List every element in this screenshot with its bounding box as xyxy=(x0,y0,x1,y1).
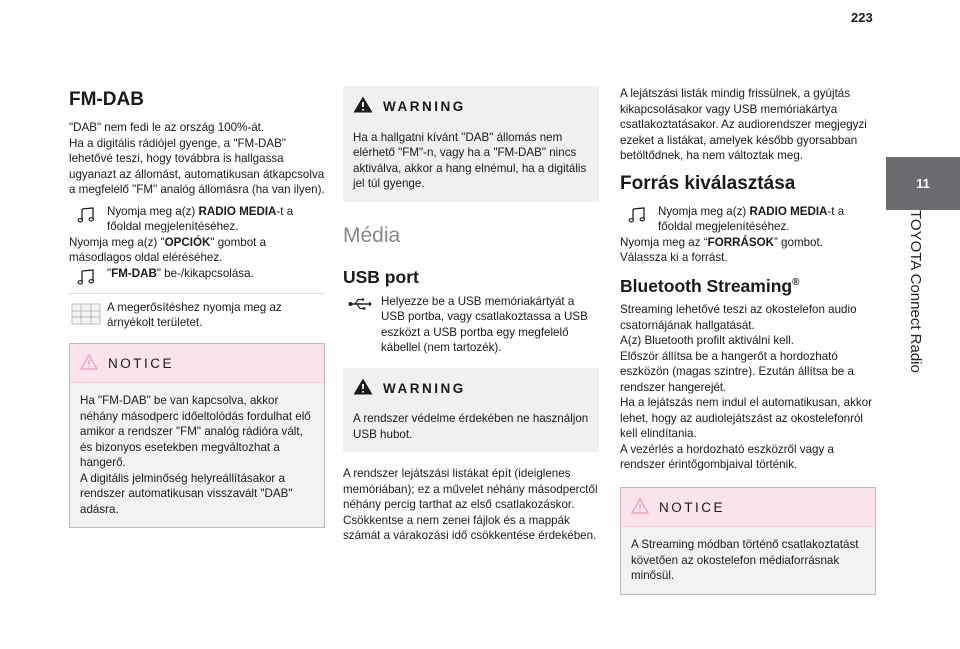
warning-triangle-icon xyxy=(353,96,373,118)
fm-dab-heading: FM-DAB xyxy=(69,89,144,110)
step3-post: " be-/kikapcsolása. xyxy=(156,266,254,280)
step-fm-dab-toggle xyxy=(69,266,325,285)
source-step2-post: ” gombot. xyxy=(773,235,823,249)
bluetooth-title: Bluetooth Streaming xyxy=(620,275,793,296)
step1-pre: Nyomja meg a(z) xyxy=(107,204,199,218)
page-number: 223 xyxy=(851,10,873,25)
notice-text: Ha "FM-DAB" be van kapcsolva, akkor néhány másodperc időeltolódás fordulhat elő amikor a rendszer "FM" analóg rádióra vált, és bizonyos esetekben megváltozhat a hangerő. A digitális jelminőség helyreállításakor a rendszer automatikusan visszavált "DAB" adásra. xyxy=(80,394,311,516)
chapter-number: 11 xyxy=(916,176,930,191)
source-step1 xyxy=(620,204,876,235)
chapter-title: TOYOTA Connect Radio xyxy=(907,210,924,373)
music-note-icon xyxy=(620,204,654,235)
column-1 xyxy=(69,78,325,542)
confirm-text: A megerősítéshez nyomja meg az árnyékolt területet. xyxy=(107,300,282,329)
grid-icon xyxy=(69,300,103,331)
usb-port-heading: USB port xyxy=(343,266,419,287)
step2-bold: OPCIÓK xyxy=(164,235,211,249)
playlist-text: A rendszer lejátszási listákat épít (ideiglenes memóriában); ez a művelet néhány másodperctől néhány percig tarthat az első csatlakozáskor. Csökkentse a nem zenei fájlok és a mappák számát a várakozási idő csökkentése érdekében. xyxy=(343,467,598,542)
source-step1-pre: Nyomja meg a(z) xyxy=(658,204,750,218)
music-note-icon xyxy=(69,204,103,235)
step-radio-media xyxy=(69,204,325,235)
step3-bold: FM-DAB xyxy=(111,266,157,280)
media-heading: Média xyxy=(343,223,401,247)
warning-text: A rendszer védelme érdekében ne használjon USB hubot. xyxy=(353,412,589,441)
warning-box-usb-hub xyxy=(343,368,599,453)
music-note-icon xyxy=(69,266,103,285)
notice-text: A Streaming módban történő csatlakoztatást követően az okostelefon médiaforrásnak minősül. xyxy=(631,538,859,583)
step2 xyxy=(69,235,325,266)
source-step3: Válassza ki a forrást. xyxy=(620,251,728,264)
column-2 xyxy=(343,78,599,544)
source-heading: Forrás kiválasztása xyxy=(620,172,796,194)
source-step2 xyxy=(620,235,876,251)
warning-label: WARNING xyxy=(383,99,466,114)
warning-text: Ha a hallgatni kívánt "DAB" állomás nem elérhető "FM"-n, vagy ha a "FM-DAB" nincs aktiválva, akkor a hang elnémul, ha a digitális jel túl gyenge. xyxy=(353,130,587,190)
step-confirm xyxy=(69,293,325,331)
warning-header xyxy=(353,378,589,400)
notice-box-fm-dab xyxy=(69,343,325,529)
warning-header xyxy=(353,96,589,118)
bluetooth-text: Streaming lehetővé teszi az okostelefon audio csatornájának hallgatását. A(z) Bluetooth profilt aktiválni kell. Először állítsa be a hangerőt a hordozható eszközön (magas szintre). Ezután állítsa be a rendszer hangerejét. Ha a lejátszás nem indul el automatikusan, akkor lehet, hogy az audiolejátszást az okostelefonról kell elindítania. A vezérlés a hordozható eszközről vagy a rendszer érintőgombjaival történik. xyxy=(620,303,872,472)
notice-label: NOTICE xyxy=(659,500,726,516)
step3-pre: " xyxy=(107,266,112,280)
notice-header xyxy=(621,488,875,528)
warning-box-dab xyxy=(343,86,599,202)
chapter-tab xyxy=(886,157,960,210)
step2-post: " gombot a másodlagos oldal eléréséhez. xyxy=(69,235,267,264)
notice-box-streaming xyxy=(620,487,876,595)
bluetooth-heading xyxy=(620,272,876,297)
registered-mark: ® xyxy=(792,276,800,288)
column-3 xyxy=(620,78,876,609)
source-step1-post: -t a főoldal megjelenítéséhez. xyxy=(658,204,845,233)
step1-bold: RADIO MEDIA xyxy=(198,204,277,218)
step1-post: -t a főoldal megjelenítéséhez. xyxy=(107,204,294,233)
warning-triangle-icon xyxy=(631,498,649,519)
usb-text: Helyezze be a USB memóriakártyát a USB portba, vagy csatlakoztassa a USB eszközt a USB portba egy megfelelő kábellel (nem tartozék). xyxy=(381,294,588,354)
chapter-title-vertical xyxy=(862,210,960,410)
source-step2-pre: Nyomja meg az “ xyxy=(620,235,708,249)
step2-pre: Nyomja meg a(z) " xyxy=(69,235,165,249)
warning-triangle-icon xyxy=(353,378,373,400)
warning-label: WARNING xyxy=(383,380,466,396)
playlist-update-text: A lejátszási listák mindig frissülnek, a gyújtás kikapcsolásakor vagy USB memóriakártya csatlakoztatásakor. Az audiorendszer megjegyzi ezeket a listákat, amelyek később gyorsabban betöltődnek, ha nem változtak meg. xyxy=(620,87,867,162)
fm-dab-intro: "DAB" nem fedi le az ország 100%-át. Ha a digitális rádiójel gyenge, a "FM-DAB" lehetővé teszi, hogy továbbra is hallgassa ugyanazt az állomást, automatikusan átkapcsolva a megfelelő "FM" analóg állomásra (ha van ilyen). xyxy=(69,121,325,196)
usb-instruction xyxy=(343,294,599,356)
source-step2-bold: FORRÁSOK xyxy=(707,235,774,249)
notice-header xyxy=(70,344,324,384)
warning-triangle-icon xyxy=(80,354,98,375)
notice-label: NOTICE xyxy=(108,356,175,371)
source-step1-bold: RADIO MEDIA xyxy=(749,204,828,218)
usb-icon xyxy=(343,294,377,356)
